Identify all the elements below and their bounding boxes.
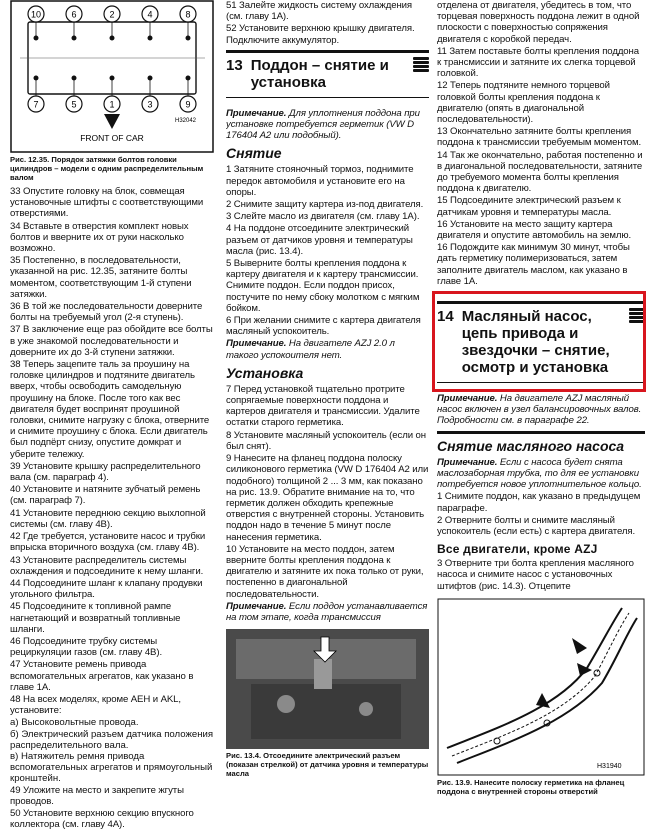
paragraph: 36 В той же последовательности доверните болты на требуемый угол (2-я ступень). (10, 301, 203, 324)
figure-code: H31940 (597, 762, 622, 770)
paragraph: 38 Теперь зацепите таль за проушину на головке цилиндров и подтяните двигатель вверх, чтобы освободить самодельную проушину на блоке. После того как вес двигателя будет воспринят проушиной головки, снимите нагрузку с блока, отверните и снимите проушину с блока. Если двигатель был подпёрт снизу, опустите домкрат и уберите тележку. (10, 359, 210, 460)
paragraph: 7 Перед установкой тщательно протрите сопрягаемые поверхности поддона и картеров двигателя и трансмиссии. Удалите остатки старого герметика. (226, 383, 420, 429)
paragraph: 47 Установите ремень привода вспомогательных агрегатов, как указано в главе 1A. (10, 659, 194, 693)
paragraph: 49 Уложите на место и закрепите жгуты проводов. (10, 784, 184, 807)
bolt-number: 5 (71, 99, 77, 110)
section-13-header (226, 50, 429, 98)
paragraph: 14 Так же окончательно, работая постепенно и в диагональной последовательности, затяните до требуемого момента болты крепления поддона к двигателю. (437, 149, 643, 195)
column-3 (437, 0, 645, 839)
bolt-number: 6 (71, 9, 77, 20)
paragraph: 11 Затем поставьте болты крепления поддона к трансмиссии и затяните их слегка торцевой головкой. (437, 45, 639, 80)
bolt-number: 3 (147, 99, 153, 110)
bolt-number: 4 (147, 9, 153, 20)
paragraph: 50 Установите верхнюю секцию впускного коллектора (см. главу 4A). (10, 807, 194, 831)
paragraph: 37 В заключение еще раз обойдите все болты в уже знакомой последовательности и доверните их до 3-й ступени затяжки. (10, 324, 213, 358)
paragraph: отделена от двигателя, убедитесь в том, что торцевая поверхность поддона лежит в одной плоскости с поверхностью сопряжения двигателя с коробкой передач. (437, 0, 640, 45)
paragraph: 16 Подождите как минимум 30 минут, чтобы дать герметику полимеризоваться, затем заполните двигатель маслом, как указано в главе 1A. (437, 242, 630, 287)
removal-header: Снятие масляного насоса (437, 431, 645, 454)
paragraph: 5 Выверните болты крепления поддона к картеру двигателя и к картеру трансмиссии. Снимите поддон. Если поддон присох, постучите по нему сбоку молотком с мягким бойком. (226, 258, 420, 314)
bolt-number: 7 (33, 99, 39, 110)
paragraph: 3 Слейте масло из двигателя (см. главу 1A). (226, 211, 420, 223)
column-1 (10, 0, 215, 839)
bolt-number: 9 (185, 99, 191, 110)
paragraph: 52 Установите верхнюю крышку двигателя. Подключите аккумулятор. (226, 23, 415, 46)
sealant-diagram (437, 598, 645, 776)
note: Примечание. Если с насоса будет снята маслозаборная трубка, то для ее установки потребуется новое уплотнительное кольцо. (437, 456, 642, 491)
highlight-frame (432, 291, 646, 392)
bolt-number: 8 (185, 9, 191, 20)
paragraph: 39 Установите крышку распределительного вала (см. параграф 4). (10, 460, 201, 484)
bolt-order-figure (10, 0, 215, 153)
paragraph: 13 Окончательно затяните болты крепления поддона к трансмиссии требуемым моментом. (437, 126, 642, 149)
front-of-car-label: FRONT OF CAR (80, 133, 144, 143)
figure-code: H32042 (175, 118, 197, 124)
install-header: Установка (226, 364, 304, 381)
paragraph: 41 Установите переднюю секцию выхлопной системы (см. главу 4B). (10, 507, 206, 530)
wrench-difficulty-icon (413, 57, 429, 81)
sump-sealant-figure (437, 598, 645, 776)
paragraph: 4 На поддоне отсоедините электрический разъем от датчиков уровня и температуры масла (рис. 13.4). (226, 223, 413, 257)
paragraph: 8 Установите масляный успокоитель (если он был снят). (226, 429, 426, 452)
paragraph: 12 Теперь подтяните немного торцевой головкой болты крепления поддона к двигателю (опять в диагональной последовательности). (437, 80, 610, 126)
paragraph: 51 Залейте жидкость систему охлаждения (см. главу 1A). (226, 0, 413, 23)
bolt-number: 2 (109, 9, 115, 20)
paragraph: 42 Где требуется, установите насос и трубки впрыска вторичного воздуха (см. главу 4B). (10, 531, 206, 554)
paragraph: 2 Отверните болты и снимите масляный успокоитель (если есть) с картера двигателя. (437, 514, 636, 537)
paragraph: 40 Установите и натяните зубчатый ремень (см. параграф 7). (10, 484, 201, 507)
figure-caption: Рис. 13.9. Нанесите полоску герметика на фланец поддона с внутренней стороны отверстий (437, 777, 625, 796)
paragraph: 6 При желании снимите с картера двигателя масляный успокоитель. (226, 315, 421, 338)
paragraph: 34 Вставьте в отверстия комплект новых болтов и вверните их от руки насколько возможно. (10, 220, 189, 255)
paragraph: 48 На всех моделях, кроме AEH и AKL, установите: (10, 693, 181, 717)
paragraph: 44 Подсоедините шланг к клапану продувки угольного фильтра. (10, 577, 203, 601)
bolt-number: 1 (109, 99, 115, 110)
engine-photo (226, 629, 429, 749)
paragraph: 10 Установите на место поддон, затем вверните болты крепления поддона к двигателю и затяните их пока только от руки, постепенно в диагональной последовательности. (226, 543, 424, 600)
paragraph: 43 Установите распределитель системы охлаждения и подсоедините к нему шланги. (10, 554, 204, 577)
section-number: 14 (437, 308, 454, 326)
paragraph: 45 Подсоедините к топливной рампе нагнетающий и возвратный топливные шланги. (10, 601, 181, 635)
paragraph: 16 Установите на место защиту картера двигателя и опустите автомобиль на землю. (437, 218, 632, 242)
note: Примечание. На двигателе AZJ масляный насос включен в узел балансировочных валов. Подробности см. в параграфе 22. (437, 393, 642, 427)
paragraph: 9 Нанесите на фланец поддона полоску силиконового герметика (VW D 176404 A2 или подобного) толщиной 2 ... 3 мм, как показано на рис. 13.9. Обратите внимание на то, что герметик должен обходить крепежные отверстия с внутренней стороны. Установить поддон надо в течение 5 минут после нанесения герметика. (226, 453, 429, 543)
paragraph: 1 Затяните стояночный тормоз, поднимите передок автомобиля и установите его на опоры. (226, 164, 414, 198)
paragraph: 33 Опустите головку на блок, совмещая установочные штифты с соответствующими отверстиями. (10, 186, 204, 220)
figure-caption: Рис. 12.35. Порядок затяжки болтов головки цилиндров – модели с одним распределительным валом (10, 155, 204, 182)
paragraph: а) Высоковольтные провода. (10, 717, 139, 729)
removal-note: Примечание. На двигателе AZJ 2.0 л такого успокоителя нет. (226, 338, 395, 361)
install-note: Примечание. Если поддон устанавливается на том этапе, когда трансмиссия (226, 600, 428, 623)
paragraph: в) Натяжитель ремня привода вспомогательных агрегатов и прямоугольный кронштейн. (10, 750, 213, 785)
column-2 (226, 0, 429, 839)
bolt-number: 10 (30, 9, 42, 20)
paragraph: 15 Подсоедините электрический разъем к датчикам уровня и температуры масла. (437, 195, 621, 218)
paragraph: 1 Снимите поддон, как указано в предыдущем параграфе. (437, 491, 641, 514)
paragraph: 35 Постепенно, в последовательности, указанной на рис. 12.35, затяните болты моментом, соответствующим 1-й ступени затяжки. (10, 255, 192, 300)
sensor-connector-photo (226, 629, 429, 749)
section-title: Поддон – снятие и установка (250, 56, 389, 91)
cylinder-head-bolt-diagram (10, 0, 215, 153)
figure-caption: Рис. 13.4. Отсоедините электрический разъем (показан стрелкой) от датчика уровня и температуры масла (226, 751, 429, 779)
paragraph: 3 Отверните три болта крепления масляного насоса и снимите насос с установочных штифтов (рис. 14.3). Отцепите (437, 558, 634, 592)
paragraph: 46 Подсоедините трубку системы рециркуляции газов (см. главу 4B). (10, 635, 163, 659)
note: Примечание. Для уплотнения поддона при установке потребуется герметик (VW D 176404 A2 или подобный). (226, 107, 420, 142)
subsection-header: Все двигатели, кроме AZJ (437, 542, 598, 557)
paragraph: 2 Снимите защиту картера из-под двигателя. (226, 199, 424, 211)
section-title: Масляный насос, цепь привода и звездочки – снятие, осмотр и установка (461, 308, 610, 377)
removal-header: Снятие (226, 145, 282, 162)
paragraph: б) Электрический разъем датчика положения распределительного вала. (10, 728, 214, 751)
section-number: 13 (226, 56, 243, 74)
